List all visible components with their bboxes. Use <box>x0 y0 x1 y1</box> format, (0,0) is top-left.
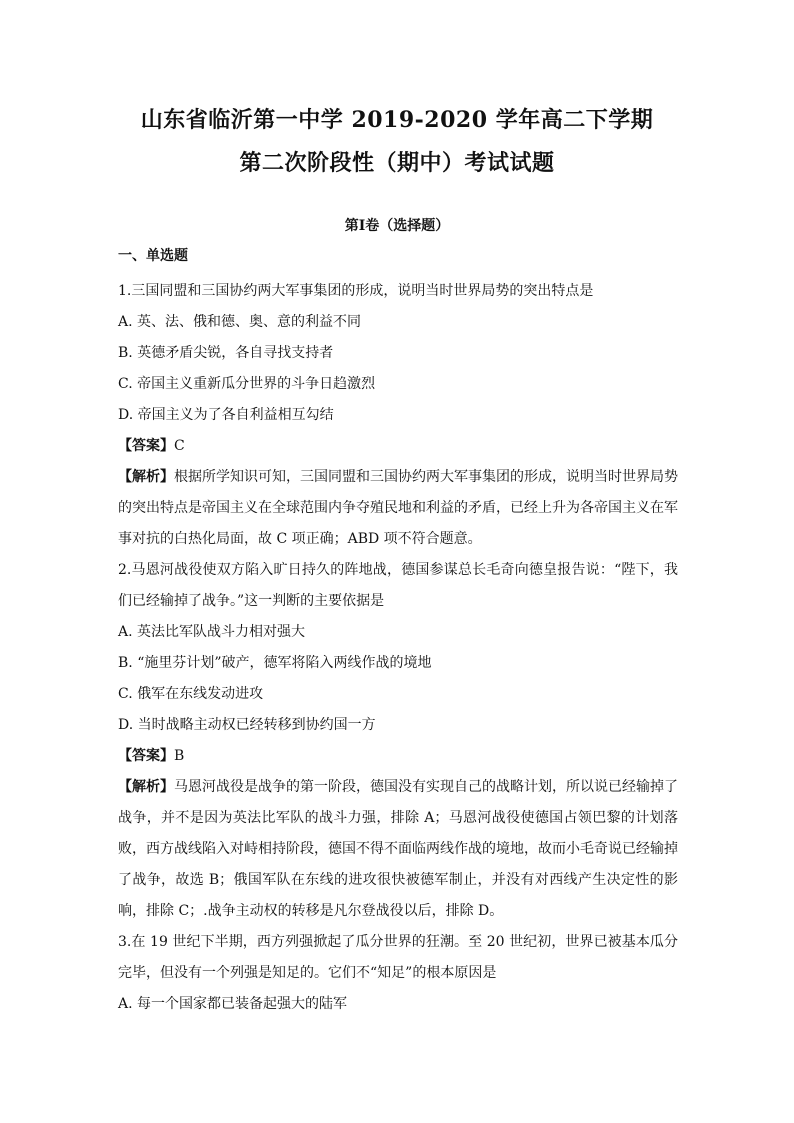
question-stem: 1.三国同盟和三国协约两大军事集团的形成，说明当时世界局势的突出特点是 <box>118 283 594 299</box>
analysis-label: 【解析】 <box>118 469 174 485</box>
answer-line <box>118 741 678 772</box>
option-b: B. “施里芬计划”破产，德军将陷入两线作战的境地 <box>118 655 432 671</box>
part-heading: 一、单选题 <box>118 248 188 264</box>
option-a: A. 英法比军队战斗力相对强大 <box>118 624 306 640</box>
document-title: 山东省临沂第一中学 2019-2020 学年高二下学期 <box>140 107 654 133</box>
option-b: B. 英德矛盾尖锐，各自寻找支持者 <box>118 345 334 361</box>
question-stem: 3.在 19 世纪下半期，西方列强掀起了瓜分世界的狂潮。至 20 世纪初，世界已被基本瓜分完毕，但没有一个列强是知足的。它们不“知足”的根本原因是 <box>118 934 678 981</box>
answer-label: 【答案】 <box>118 438 174 454</box>
option-a: A. 每一个国家都已装备起强大的陆军 <box>118 996 348 1012</box>
option-d: D. 帝国主义为了各自利益相互勾结 <box>118 407 334 423</box>
analysis-paragraph <box>118 462 678 555</box>
document-subtitle: 第二次阶段性（期中）考试试题 <box>239 150 555 176</box>
option-d: D. 当时战略主动权已经转移到协约国一方 <box>118 717 376 733</box>
answer-line <box>118 431 678 462</box>
section-heading: 第Ⅰ卷（选择题） <box>344 218 450 234</box>
option-a: A. 英、法、俄和德、奥、意的利益不同 <box>118 314 362 330</box>
answer-label: 【答案】 <box>118 748 174 764</box>
option-c: C. 帝国主义重新瓜分世界的斗争日趋激烈 <box>118 376 376 392</box>
analysis-label: 【解析】 <box>118 779 174 795</box>
questions-body <box>118 276 678 1020</box>
question-stem: 2.马恩河战役使双方陷入旷日持久的阵地战，德国参谋总长毛奇向德皇报告说：“陛下，我们已经输掉了战争。”这一判断的主要依据是 <box>118 562 678 609</box>
analysis-text: 根据所学知识可知，三国同盟和三国协约两大军事集团的形成，说明当时世界局势的突出特点是帝国主义在全球范围内争夺殖民地和利益的矛盾，已经上升为各帝国主义在军事对抗的白热化局面，故 C 项正确；ABD 项不符合题意。 <box>118 469 678 547</box>
analysis-paragraph <box>118 772 678 927</box>
analysis-text: 马恩河战役是战争的第一阶段，德国没有实现自己的战略计划，所以说已经输掉了战争，并不是因为英法比军队的战斗力强，排除 A；马恩河战役使德国占领巴黎的计划落败，西方战线陷入对峙相持阶段，德国不得不面临两线作战的境地，故而小毛奇说已经输掉了战争，故选 B；俄国军队在东线的进攻很快被德军制止，并没有对西线产生决定性的影响，排除 C；.战争主动权的转移是凡尔登战役以后，排除 D。 <box>118 779 678 919</box>
option-c: C. 俄军在东线发动进攻 <box>118 686 264 702</box>
answer-value: C <box>174 438 185 454</box>
answer-value: B <box>174 748 185 764</box>
